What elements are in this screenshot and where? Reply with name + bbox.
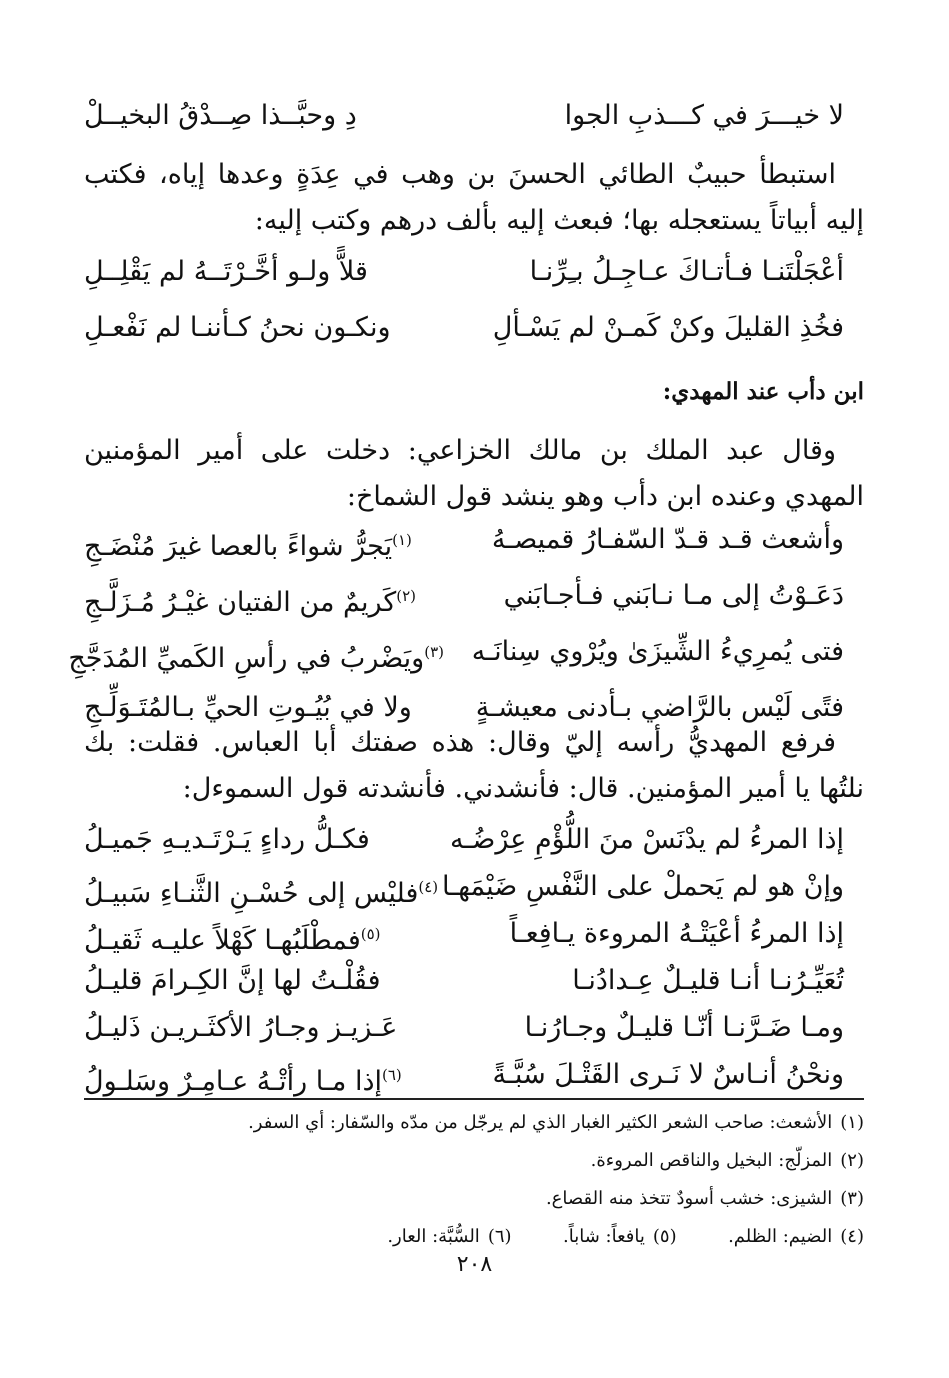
verse-line (84, 244, 864, 300)
verse-hemistich-left: دِ وحبَّــذا صِــدْقُ البخيــلْ (84, 100, 357, 131)
footnote-marker: (٦) (382, 1066, 402, 1084)
verse-hemistich-right: وأشعث قـد قـدّ السّفـارُ قميصـهُ (491, 524, 844, 555)
verse-line (84, 300, 864, 356)
verse-hemistich-right: فخُذِ القليلَ وكنْ كَمـنْ لم يَسْـألِ (492, 312, 844, 343)
verse-hemistich-right: إذا المرءُ لم يدْنَسْ منَ اللُّؤْمِ عِرْضُـه (450, 824, 844, 855)
verse-hemistich-right: تُعَيِّـرُنـا أنـا قليـلٌ عِـدادُنـا (572, 965, 844, 996)
verse-line (84, 859, 864, 909)
paragraph-2-block (84, 428, 864, 520)
footnote: (٣)الشيزى: خشب أسودٌ تتخذ منه القصاع. (545, 1188, 864, 1209)
verse-hemistich-left: $^{(١)}$يَجرُّ شواءً بالعصا غيرَ مُنْضَـجِ (84, 531, 412, 562)
paragraph-2: وقال عبد الملك بن مالك الخزاعي: دخلت على أمير المؤمنين المهدي وعنده ابن دأب وهو ينشد قول الشماخ: (84, 435, 864, 512)
verse-hemistich-right: دَعَـوْتُ إلى مـا نـابَني فـأجـابَني (503, 580, 844, 611)
verse-line (84, 953, 864, 1000)
verses-3 (84, 812, 864, 1097)
footnote-marker: (١) (392, 531, 412, 549)
footnote-row: (٤)الضيم: الظلم. (٥)يافعاً: شاباً. (٦)السُّبَّة: العار. (387, 1226, 864, 1247)
footnote-marker: (٤) (418, 878, 439, 896)
verses-1 (84, 244, 864, 356)
verse-hemistich-right: لا خيـــرَ في كـــذبِ الجوا (564, 100, 844, 131)
footnote-marker: (٥) (360, 925, 381, 943)
verse-line (84, 568, 864, 624)
verse-line (84, 1047, 864, 1097)
verse-hemistich-left: فكـلُّ رداءٍ يَـرْتَـديـهِ جَميـلُ (84, 824, 370, 855)
verse-hemistich-right: أعْجَلْتَنـا فـأتـاكَ عـاجِـلُ بـِرِّنـا (529, 256, 844, 287)
footnote-marker: (٢) (396, 587, 417, 605)
section-heading: ابن دأب عند المهدي: (662, 378, 864, 405)
opening-verse (84, 88, 864, 144)
paragraph-3: فرفع المهديُّ رأسه إليّ وقال: هذه صفتك أبا العباس. فقلت: بك نلتُها يا أمير المؤمنين. قال: فأنشدني. فأنشدته قول السموءل: (84, 727, 864, 804)
verse-line (84, 812, 864, 859)
verse-line (84, 1000, 864, 1047)
verse-line (84, 512, 864, 568)
verse-hemistich-left: ونكـون نحنُ كـأننـا لم نَفْعـلِ (84, 312, 391, 343)
verse-hemistich-right: فتًى لَيْس بالرَّاضي بـأدنى معيشـةٍ (475, 692, 844, 723)
footnote-marker: (٣) (424, 643, 444, 661)
page-number: ٢٠٨ (456, 1252, 493, 1277)
verse-line (84, 88, 864, 144)
verse-hemistich-left: $^{(٦)}$إذا مـا رأتْـهُ عـامِـرٌ وسَلـولُ (84, 1066, 402, 1097)
verse-hemistich-left: عَـزيـز وجـارُ الأكثَـريـن ذَليـلُ (84, 1012, 398, 1043)
verse-hemistich-right: إذا المرءُ أعْيَتْـهُ المروءة يـافِعـاً (509, 918, 844, 949)
footnotes (84, 1104, 864, 1256)
verse-hemistich-left: $^{(٣)}$ويَضْربُ في رأسِ الكَميِّ المُدَجَّجِ (68, 643, 444, 674)
verse-hemistich-right: ونحْنُ أنـاسٌ لا نَـرى القَتْـلَ سُبَّـةً (492, 1059, 844, 1090)
verse-hemistich-right: وإنْ هو لم يَحملْ على النَّفْسِ ضَيْمَهـا (441, 871, 844, 902)
verse-hemistich-left: $^{(٢)}$كَريمٌ من الفتيان غيْـرُ مُـزَلَّـجِ (84, 587, 417, 618)
footnote: (٢)المزلّج: البخيل والناقص المروءة. (590, 1150, 864, 1171)
verse-line (84, 906, 864, 956)
paragraph-1-block (84, 152, 864, 244)
verse-hemistich-left: قلاًّ ولـو أخَّـرْتَــهُ لم يَقْلِــلِ (84, 256, 368, 287)
verse-hemistich-left: فقُلْـتُ لها إنَّ الكِـرامَ قليـلُ (84, 965, 381, 996)
verse-hemistich-left: $^{(٤)}$فليْس إلى حُسْـنِ الثَّنـاءِ سَبيـلُ (84, 878, 439, 909)
verse-hemistich-right: فتى يُمرِيءُ الشِّيزَىٰ ويُرْوي سِنانَـه (471, 636, 844, 667)
footnote-divider (84, 1098, 864, 1100)
footnote: (١)الأشعث: صاحب الشعر الكثير الغبار الذي لم يرجّل من مدّه والسّفار: أي السفر. (248, 1112, 864, 1133)
section-heading-block (84, 372, 864, 412)
verse-hemistich-left: $^{(٥)}$فمطْلَبُهـا كَهْلاً عليـه ثَقيـلُ (84, 925, 381, 956)
paragraph-3-block (84, 720, 864, 812)
verse-line (68, 624, 864, 680)
verse-hemistich-right: ومـا ضَـرَّنـا أنّـا قليـلٌ وجـارُنـا (524, 1012, 844, 1043)
paragraph-1: استبطأ حبيبٌ الطائي الحسنَ بن وهب في عِدَةٍ وعدها إياه، فكتب إليه أبياتاً يستعجله بها؛ فبعث إليه بألف درهم وكتب إليه: (84, 159, 864, 236)
verse-hemistich-left: ولا في بُيُـوتِ الحيِّ بـالمُتَـوَلِّـجِ (84, 692, 412, 723)
verses-2 (68, 512, 864, 736)
